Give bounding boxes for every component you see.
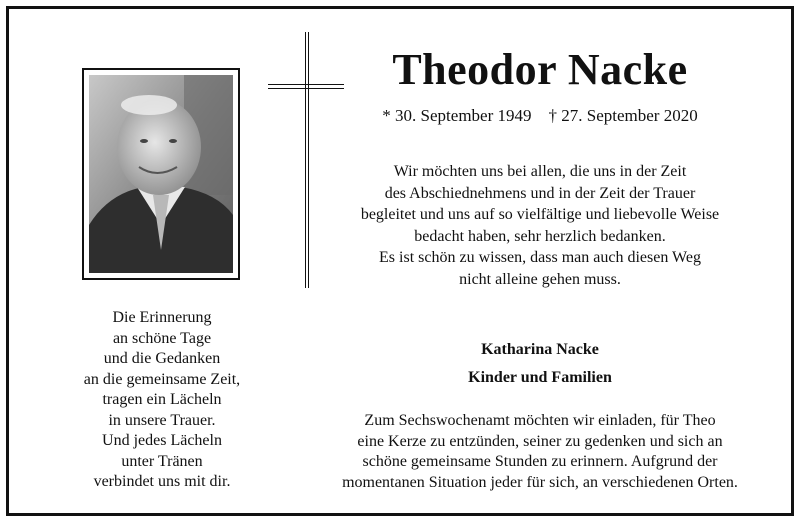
poem-line: Und jedes Lächeln (102, 432, 222, 449)
death-date: † 27. September 2020 (548, 106, 698, 125)
message-line: des Abschiednehmens und in der Zeit der Trauer (384, 184, 696, 202)
invite-line: momentanen Situation jeder für sich, an verschiedenen Orten. (342, 473, 738, 491)
message-line: Es ist schön zu wissen, dass man auch diesen Weg (379, 249, 701, 266)
thank-you-message (320, 161, 760, 290)
cross-icon-bar (268, 84, 344, 89)
poem-line: tragen ein Lächeln (102, 391, 222, 408)
cross-icon (305, 32, 309, 288)
poem-line: in unsere Trauer. (108, 411, 216, 429)
poem-line: verbindet uns mit dir. (93, 473, 231, 490)
invite-line: eine Kerze zu entzünden, seiner zu gedenken und sich an (357, 432, 723, 450)
deceased-name: Theodor Nacke (392, 45, 688, 94)
poem-line: an schöne Tage (112, 329, 212, 347)
message-line: bedacht haben, sehr herzlich bedanken. (414, 227, 666, 245)
memorial-invitation (300, 411, 780, 493)
message-line: Wir möchten uns bei allen, die uns in der Zeit (393, 163, 687, 180)
poem-line: und die Gedanken (103, 350, 221, 367)
portrait-image (89, 75, 233, 273)
message-line: begleitet und uns auf so vielfältige und liebevolle Weise (360, 206, 720, 223)
signer-name: Katharina Nacke (481, 341, 599, 358)
poem-line: Die Erinnerung (112, 309, 212, 326)
portrait-photo (82, 68, 240, 280)
invite-line: Zum Sechswochenamt möchten wir einladen, für Theo (364, 412, 716, 429)
message-line: nicht alleine gehen muss. (459, 270, 621, 288)
birth-date: * 30. September 1949 (382, 106, 532, 125)
poem-line: an die gemeinsame Zeit, (83, 370, 241, 388)
poem-line: unter Tränen (121, 452, 203, 470)
life-dates (360, 104, 720, 128)
signer-family: Kinder und Familien (468, 369, 612, 386)
invite-line: schöne gemeinsame Stunden zu erinnern. Aufgrund der (362, 453, 718, 470)
memorial-poem (40, 308, 284, 493)
